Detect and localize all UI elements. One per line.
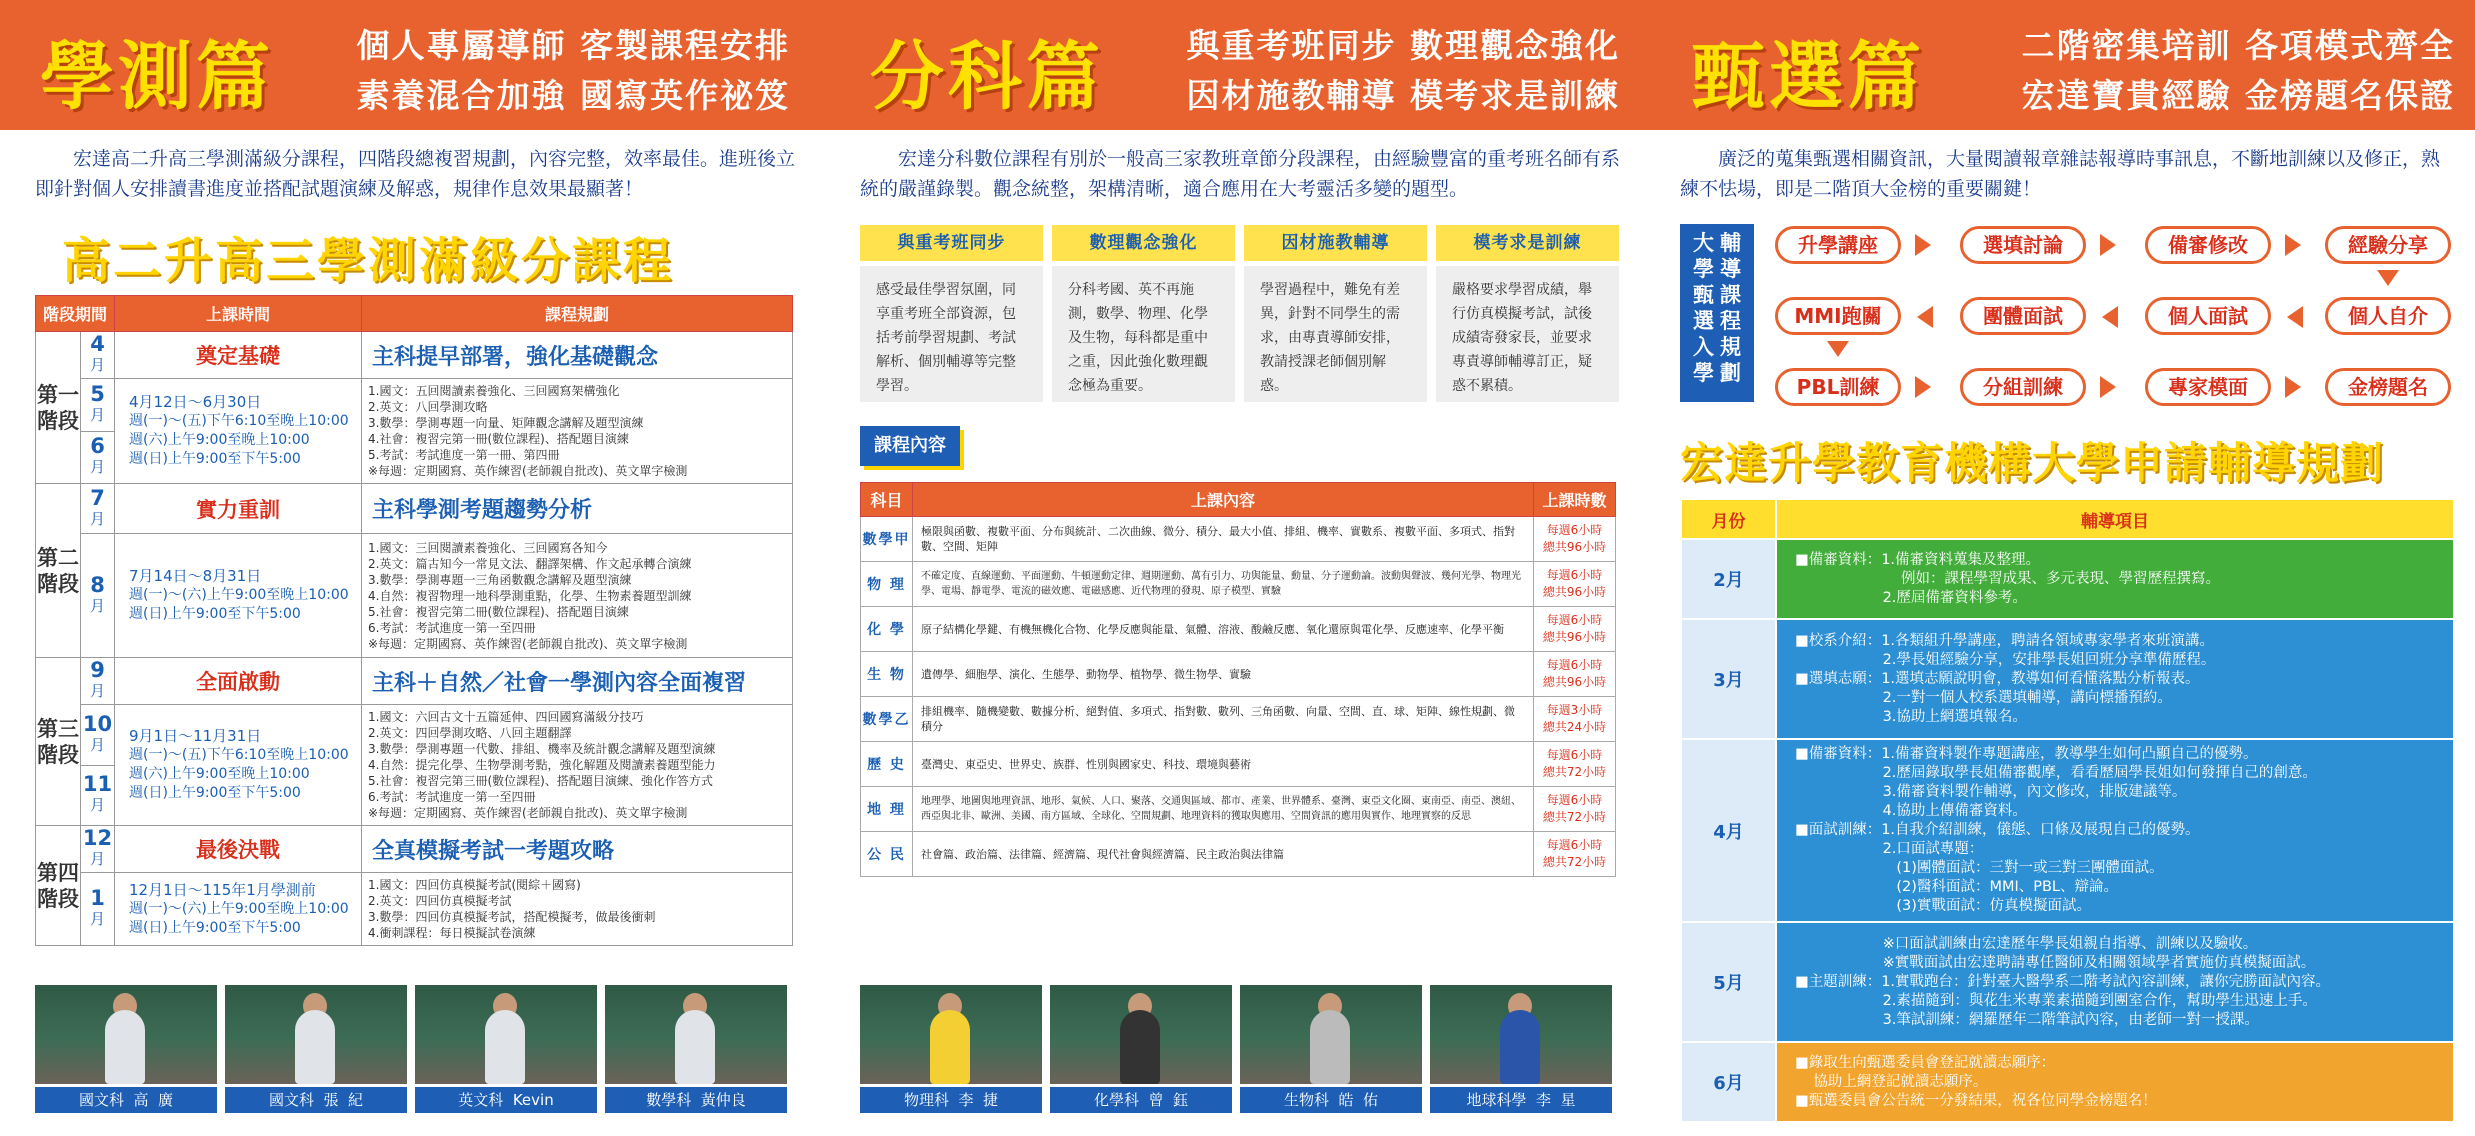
header-section-fenke bbox=[860, 0, 1630, 130]
month-cell: 11 月 bbox=[81, 765, 115, 826]
teacher-card bbox=[1050, 985, 1232, 1113]
table-row: 公 民 社會篇、政治篇、法律篇、經濟篇、現代社會與經濟篇、民主政治與法律篇 每週6小時 總共72小時 bbox=[861, 832, 1616, 877]
table-header: 課程規劃 bbox=[362, 296, 793, 332]
flow-step: 備審修改 bbox=[2145, 226, 2271, 264]
flow-step: 金榜題名 bbox=[2325, 368, 2451, 406]
subject-table bbox=[860, 482, 1616, 877]
table-header: 科目 bbox=[861, 483, 913, 517]
course-plan: 1.國文：六回古文十五篇延伸、四回國寫滿級分技巧 2.英文：四回學測攻略、八回主題翻譯 3.數學：學測專題一代數、排組、機率及統計觀念講解及題型演練 4.自然：提完化學、生物學測考點，強化解題及閱讀素養題型能力 5.社會：複習完第三冊(數位課程)、搭配題目演練、強化作答方式 6.考試：考試進度一第一至四冊 ※每週：定期國寫、英作練習(老師親自批改)、英文單字檢測 bbox=[362, 705, 793, 826]
flow-step: 升學講座 bbox=[1775, 226, 1901, 264]
month-cell: 6 月 bbox=[81, 431, 115, 484]
header-line: 與重考班同步 數理觀念強化 bbox=[1186, 26, 1620, 65]
intro-text: 宏達高二升高三學測滿級分課程，四階段總複習規劃，內容完整，效率最佳。進班後立即針對個人安排讀書進度並搭配試題演練及解惑，規律作息效果最顯著！ bbox=[35, 148, 796, 200]
teacher-photos bbox=[35, 985, 787, 1113]
teacher-photo bbox=[1430, 985, 1612, 1084]
flow-step: 經驗分享 bbox=[2325, 226, 2451, 264]
month-cell: 8 月 bbox=[81, 534, 115, 658]
class-time: 9月1日～11月31日 週(一)～(五)下午6:10至晚上10:00 週(六)上午9:00至晚上10:00 週(日)上午9:00至下午5:00 bbox=[115, 705, 362, 826]
teacher-caption: 國文科 張 紀 bbox=[225, 1087, 407, 1113]
table-row: 2月 ■備審資料：1.備審資料蒐集及整理。 例如：課程學習成果、多元表現、學習歷程撰寫。 2.歷屆備審資料參考。 bbox=[1681, 539, 2454, 619]
schedule-table bbox=[35, 295, 793, 946]
table-row: 數學甲 極限與函數、複數平面、分布與統計、二次曲線、微分、積分、最大小值、排組、機率、實數系、複數平面、多項式、指對數、空間、矩陣 每週6小時 總共96小時 bbox=[861, 517, 1616, 562]
feature-card bbox=[1244, 225, 1427, 402]
table-header: 輔導項目 bbox=[1776, 499, 2454, 539]
stage-goal: 主科＋自然／社會一學測內容全面複習 bbox=[362, 658, 793, 705]
intro-text: 廣泛的蒐集甄選相關資訊，大量閱讀報章雜誌報導時事訊息，不斷地訓練以及修正，熟練不怯場，即是二階頂大金榜的重要關鍵！ bbox=[1680, 148, 2441, 200]
header-banner bbox=[0, 0, 2475, 130]
intro-text: 宏達分科數位課程有別於一般高三家教班章節分段課程，由經驗豐富的重考班名師有系統的嚴謹錄製。觀念統整，架構清晰，適合應用在大考靈活多變的題型。 bbox=[860, 148, 1621, 200]
month-cell: 12 月 bbox=[81, 826, 115, 873]
teacher-photo bbox=[415, 985, 597, 1084]
month-cell: 1 月 bbox=[81, 873, 115, 946]
table-header: 上課內容 bbox=[913, 483, 1534, 517]
feature-body: 感受最佳學習氛圍，同享重考班全部資源，包括考前學習規劃、考試解析、個別輔導等完整學習。 bbox=[860, 266, 1043, 402]
teacher-caption: 生物科 皓 佑 bbox=[1240, 1087, 1422, 1113]
teacher-card bbox=[225, 985, 407, 1113]
table-row: 化 學 原子結構化學鍵、有機無機化合物、化學反應與能量、氣體、溶液、酸鹼反應、氧化還原與電化學、反應速率、化學平衡 每週6小時 總共96小時 bbox=[861, 607, 1616, 652]
feature-body: 嚴格要求學習成績，舉行仿真模擬考試，試後成績寄發家長，並要求專責導師輔導訂正，疑惑不累積。 bbox=[1436, 266, 1619, 402]
feature-card bbox=[1436, 225, 1619, 402]
header-section-xuece bbox=[0, 0, 800, 130]
teacher-caption: 地球科學 李 星 bbox=[1430, 1087, 1612, 1113]
teacher-photo bbox=[860, 985, 1042, 1084]
vertical-text: 輔導課程規劃 bbox=[1720, 231, 1741, 385]
header-line: 二階密集培訓 各項模式齊全 bbox=[2021, 26, 2455, 65]
flow-step: 專家模面 bbox=[2145, 368, 2271, 406]
month-cell: 9 月 bbox=[81, 658, 115, 705]
stage-goal: 全真模擬考試一考題攻略 bbox=[362, 826, 793, 873]
teacher-card bbox=[415, 985, 597, 1113]
stage-name: 最後決戰 bbox=[115, 826, 362, 873]
table-header: 月份 bbox=[1681, 499, 1776, 539]
teacher-card bbox=[35, 985, 217, 1113]
table-row: 生 物 遺傳學、細胞學、演化、生態學、動物學、植物學、微生物學、實驗 每週6小時 總共96小時 bbox=[861, 652, 1616, 697]
table-row: 數學乙 排組機率、隨機變數、數據分析、絕對值、多項式、指對數、數列、三角函數、向量、空間、直、球、矩陣、線性規劃、微積分 每週3小時 總共24小時 bbox=[861, 697, 1616, 742]
teacher-caption: 物理科 李 捷 bbox=[860, 1087, 1042, 1113]
teacher-card bbox=[860, 985, 1042, 1113]
stage-name: 奠定基礎 bbox=[115, 332, 362, 379]
arrow-right-icon bbox=[2100, 234, 2116, 256]
table-row: 4月 ■備審資料：1.備審資料製作專題講座，教導學生如何凸顯自己的優勢。 2.歷屆錄取學長姐備審觀摩，看看歷屆學長姐如何發揮自己的創意。 3.備審資料製作輔導，內文修改，排版建議等。 4.協助上傳備審資料。 ■面試訓練：1.自我介紹訓練，儀態、口條及展現自己的優勢。 2.口面試專題： (1)團體面試：三對一或三對三團體面試。 (2)醫科面試：MMI、PBL、辯論。 (3)實戰面試：仿真模擬面試。 bbox=[1681, 739, 2454, 922]
stage-goal: 主科學測考題趨勢分析 bbox=[362, 484, 793, 534]
teacher-caption: 化學科 曾 鈺 bbox=[1050, 1087, 1232, 1113]
teacher-caption: 數學科 黃仲良 bbox=[605, 1087, 787, 1113]
table-header: 階段期間 bbox=[36, 296, 115, 332]
vertical-text: 大學甄選入學 bbox=[1693, 231, 1714, 385]
course-title: 高二升高三學測滿級分課程 bbox=[62, 233, 675, 289]
course-plan: 1.國文：五回閱讀素養強化、三回國寫架構強化 2.英文：八回學測攻略 3.數學：學測專題一向量、矩陣觀念講解及題型演練 4.社會：複習完第一冊(數位課程)、搭配題目演練 5.考試：考試進度一第一冊、第四冊 ※每週：定期國寫、英作練習(老師親自批改)、英文單字檢測 bbox=[362, 379, 793, 484]
month-cell: 10 月 bbox=[81, 705, 115, 766]
stage-goal: 主科提早部署，強化基礎觀念 bbox=[362, 332, 793, 379]
course-content-tag: 課程內容 bbox=[860, 426, 960, 466]
teacher-caption: 英文科 Kevin bbox=[415, 1087, 597, 1113]
arrow-right-icon bbox=[2100, 376, 2116, 398]
course-plan: 1.國文：四回仿真模擬考試(閱綜＋國寫) 2.英文：四回仿真模擬考試 3.數學：四回仿真模擬考試，搭配模擬考，做最後衝刺 4.衝刺課程：每日模擬試卷演練 bbox=[362, 873, 793, 946]
section-title: 分科篇 bbox=[870, 34, 1104, 120]
flow-step: 團體面試 bbox=[1960, 297, 2086, 335]
header-line: 個人專屬導師 客製課程安排 bbox=[356, 26, 790, 65]
stage-label: 第二階段 bbox=[36, 484, 81, 658]
arrow-right-icon bbox=[2285, 376, 2301, 398]
arrow-right-icon bbox=[1915, 234, 1931, 256]
arrow-down-icon bbox=[2377, 270, 2399, 286]
teacher-card bbox=[605, 985, 787, 1113]
stage-label: 第一階段 bbox=[36, 332, 81, 484]
teacher-card bbox=[1240, 985, 1422, 1113]
month-cell: 4 月 bbox=[81, 332, 115, 379]
arrow-right-icon bbox=[1915, 376, 1931, 398]
stage-name: 全面啟動 bbox=[115, 658, 362, 705]
column-xuece bbox=[0, 130, 830, 1136]
program-label bbox=[1680, 224, 1754, 402]
month-plan-table bbox=[1680, 498, 2455, 1123]
feature-card bbox=[860, 225, 1043, 402]
feature-title: 因材施教輔導 bbox=[1244, 225, 1427, 261]
section-title: 甄選篇 bbox=[1691, 34, 1925, 120]
arrow-left-icon bbox=[2287, 306, 2303, 328]
table-header: 上課時間 bbox=[115, 296, 362, 332]
course-plan: 1.國文：三回閱讀素養強化、三回國寫各知今 2.英文：篇古知今一常見文法、翻譯架構、作文起承轉合演練 3.數學：學測專題一三角函數觀念講解及題型演練 4.自然：複習物理一地科學測重點，化學、生物素養題型訓練 5.社會：複習完第二冊(數位課程)、搭配題目演練 6.考試：考試進度一第一至四冊 ※每週：定期國寫、英作練習(老師親自批改)、英文單字檢測 bbox=[362, 534, 793, 658]
header-line: 宏達寶貴經驗 金榜題名保證 bbox=[2021, 76, 2455, 115]
arrow-right-icon bbox=[2285, 234, 2301, 256]
month-cell: 5 月 bbox=[81, 379, 115, 432]
plan-title: 宏達升學教育機構大學申請輔導規劃 bbox=[1680, 439, 2384, 489]
column-zhenxuan bbox=[1680, 130, 2455, 1136]
teacher-photo bbox=[225, 985, 407, 1084]
teacher-photo bbox=[35, 985, 217, 1084]
month-cell: 7 月 bbox=[81, 484, 115, 534]
stage-label: 第四階段 bbox=[36, 826, 81, 946]
feature-title: 與重考班同步 bbox=[860, 225, 1043, 261]
header-section-zhenxuan bbox=[1685, 0, 2455, 130]
teacher-card bbox=[1430, 985, 1612, 1113]
flow-step: 個人面試 bbox=[2145, 297, 2271, 335]
header-line: 因材施教輔導 模考求是訓練 bbox=[1186, 76, 1620, 115]
arrow-left-icon bbox=[2102, 306, 2118, 328]
feature-title: 模考求是訓練 bbox=[1436, 225, 1619, 261]
table-row: 6月 ■錄取生向甄選委員會登記就讀志願序： 協助上網登記就讀志願序。 ■甄選委員會公告統一分發結果，祝各位同學金榜題名！ bbox=[1681, 1042, 2454, 1122]
table-row: 3月 ■校系介紹：1.各類組升學講座，聘請各領域專家學者來班演講。 2.學長姐經驗分享，安排學長姐回班分享準備歷程。 ■選填志願：1.選填志願說明會，教導如何看懂落點分析報表。 2.一對一個人校系選填輔導，講向標播預約。 3.協助上網選填報名。 bbox=[1681, 619, 2454, 739]
feature-body: 學習過程中，難免有差異，針對不同學生的需求，由專責導師安排，教請授課老師個別解惑。 bbox=[1244, 266, 1427, 402]
table-row: 歷 史 臺灣史、東亞史、世界史、族群、性別與國家史、科技、環境與藝術 每週6小時 總共72小時 bbox=[861, 742, 1616, 787]
teacher-photo bbox=[605, 985, 787, 1084]
arrow-left-icon bbox=[1917, 306, 1933, 328]
flow-step: MMI跑關 bbox=[1775, 297, 1901, 335]
flow-step: 個人自介 bbox=[2325, 297, 2451, 335]
column-fenke bbox=[860, 130, 1620, 1136]
flow-step: PBL訓練 bbox=[1775, 368, 1901, 406]
table-row: 5月 ※口面試訓練由宏達歷年學長姐親自指導、訓練以及驗收。 ※實戰面試由宏達聘請專任醫師及相關領域學者實施仿真模擬面試。 ■主題訓練：1.實戰跑台：針對臺大醫學系二階考試內容訓練，讓你完勝面試內容。 2.素描隨到：與花生米專業素描隨到團室合作，幫助學生迅速上手。 3.筆試訓練：網羅歷年二階筆試內容，由老師一對一授課。 bbox=[1681, 922, 2454, 1042]
arrow-down-icon bbox=[1827, 341, 1849, 357]
feature-card bbox=[1052, 225, 1235, 402]
feature-body: 分科考國、英不再施測，數學、物理、化學及生物，每科都是重中之重，因此強化數理觀念極為重要。 bbox=[1052, 266, 1235, 402]
stage-label: 第三階段 bbox=[36, 658, 81, 826]
flow-step: 分組訓練 bbox=[1960, 368, 2086, 406]
teacher-photos bbox=[860, 985, 1612, 1113]
teacher-photo bbox=[1240, 985, 1422, 1084]
class-time: 4月12日～6月30日 週(一)～(五)下午6:10至晚上10:00 週(六)上午9:00至晚上10:00 週(日)上午9:00至下午5:00 bbox=[115, 379, 362, 484]
table-row: 物 理 不確定度、直線運動、平面運動、牛頓運動定律、週期運動、萬有引力、功與能量、動量、分子運動論。波動與聲波、幾何光學、物理光學、電場、靜電學、電流的磁效應、電磁感應、近代物理的發現、原子模型、實驗 每週6小時 總共96小時 bbox=[861, 562, 1616, 607]
table-header: 上課時數 bbox=[1534, 483, 1616, 517]
teacher-photo bbox=[1050, 985, 1232, 1084]
feature-title: 數理觀念強化 bbox=[1052, 225, 1235, 261]
table-row: 地 理 地理學、地圖與地理資訊、地形、氣候、人口、聚落、交通與區域、都市、產業、世界體系、臺灣、東亞文化圈、東南亞、南亞、澳紐、西亞與北非、歐洲、美國、南方區域、全球化、空間規劃、地理資料的獲取與應用、空間資訊的應用與實作、地理實察的反思 每週6小時 總共72小時 bbox=[861, 787, 1616, 832]
class-time: 7月14日～8月31日 週(一)～(六)上午9:00至晚上10:00 週(日)上午9:00至下午5:00 bbox=[115, 534, 362, 658]
section-title: 學測篇 bbox=[40, 34, 274, 120]
stage-name: 實力重訓 bbox=[115, 484, 362, 534]
flow-step: 選填討論 bbox=[1960, 226, 2086, 264]
teacher-caption: 國文科 高 廣 bbox=[35, 1087, 217, 1113]
header-line: 素養混合加強 國寫英作祕笈 bbox=[356, 76, 790, 115]
class-time: 12月1日～115年1月學測前 週(一)～(六)上午9:00至晚上10:00 週(日)上午9:00至下午5:00 bbox=[115, 873, 362, 946]
